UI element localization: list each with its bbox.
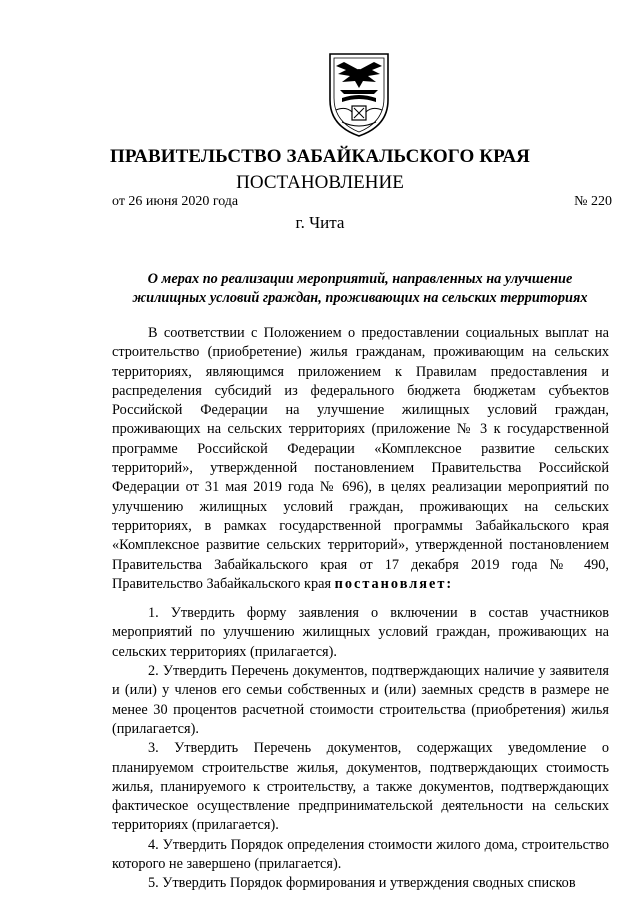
document-title: [112, 270, 608, 308]
document-date: от 26 июня 2020 года: [112, 194, 239, 209]
document-number: № 220: [574, 194, 612, 209]
title-line-1: О мерах по реализации мероприятий, направленных на улучшение: [147, 271, 573, 287]
title-line-2: жилищных условий граждан, проживающих на сельских территориях: [132, 290, 588, 306]
coat-of-arms-icon: [322, 48, 396, 138]
organization-name: ПРАВИТЕЛЬСТВО ЗАБАЙКАЛЬСКОГО КРАЯ: [109, 146, 530, 167]
preamble-text: В соответствии с Положением о предоставлении социальных выплат на строительство (приобретение) жилья гражданам, проживающим на сельских территориях, являющимся приложением к Правилам предоставления и распределения субсидий из федерального бюджета бюджетам субъектов Российской Федерации на улучшение жилищных условий граждан, проживающих на сельских территориях (приложение № 3 к государственной программе Российской Федерации «Комплексное развитие сельских территорий», утвержденной постановлением Правительства Российской Федерации от 31 мая 2019 года № 696), в целях реализации мероприятий по улучшению жилищных условий граждан, проживающих на сельских территориях, в рамках государственной программы Забайкальского края «Комплексное развитие сельских территорий», утвержденной постановлением Правительства Забайкальского края от 17 декабря 2019 года № 490, Правительство Забайкальского края: [112, 325, 609, 592]
document-type: ПОСТАНОВЛЕНИЕ: [236, 172, 404, 193]
list-item: 5. Утвердить Порядок формирования и утверждения сводных списков: [148, 875, 576, 892]
document-body: [112, 324, 609, 894]
list-item: 3. Утвердить Перечень документов, содержащих уведомление о планируемом строительстве жилья, документов, подтверждающих стоимость жилья, планируемого к строительству, а также документов, подтверждающих фактическое осуществление предпринимательской деятельности на сельских территориях (прилагается).: [112, 740, 609, 834]
list-item: 4. Утвердить Порядок определения стоимости жилого дома, строительство которого не завершено (прилагается).: [112, 836, 609, 873]
list-item: 1. Утвердить форму заявления о включении в состав участников мероприятий по улучшению жилищных условий граждан, проживающих на сельских территориях (прилагается).: [112, 605, 609, 660]
preamble-paragraph: [112, 324, 609, 594]
list-item: 2. Утвердить Перечень документов, подтверждающих наличие у заявителя и (или) у членов его семьи собственных и (или) заемных средств в размере не менее 30 процентов расчетной стоимости строительства (приобретения) жилья (прилагается).: [112, 663, 609, 737]
decree-word: постановляет:: [334, 575, 454, 592]
document-city: г. Чита: [295, 213, 345, 232]
